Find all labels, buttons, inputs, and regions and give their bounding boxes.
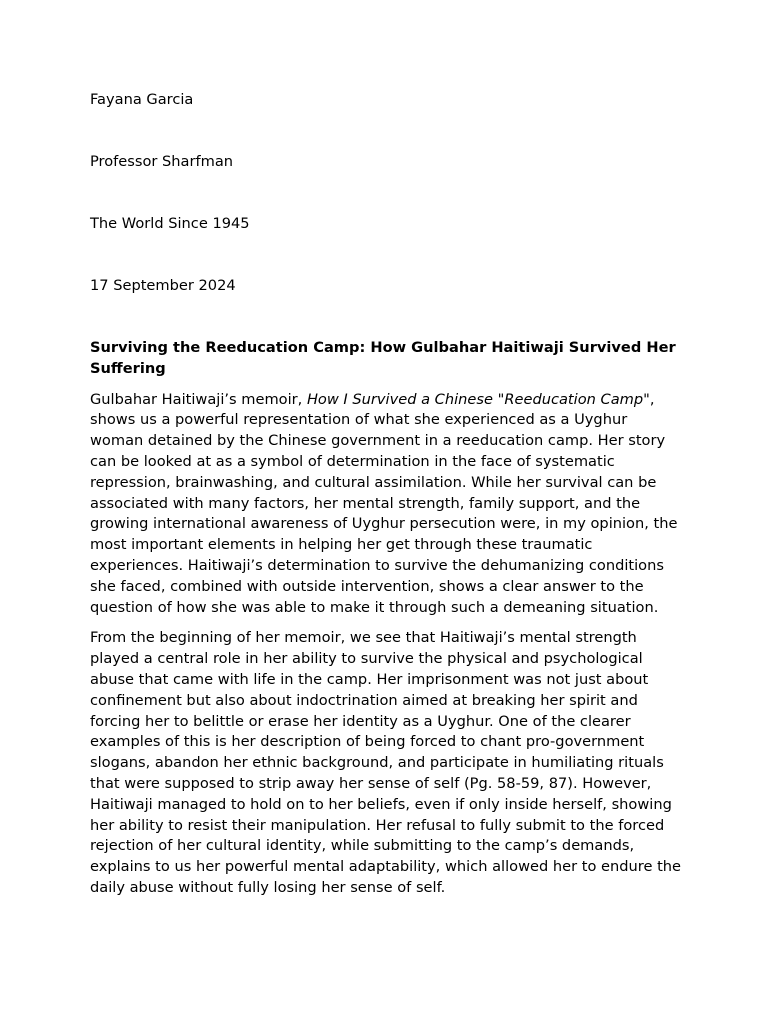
course-name: The World Since 1945	[90, 215, 250, 232]
document-page	[90, 90, 682, 909]
paragraph-1-intro: Gulbahar Haitiwaji’s memoir,	[90, 390, 307, 408]
book-title-quote-open: "	[492, 390, 505, 408]
essay-title: Surviving the Reeducation Camp: How Gulbahar Haitiwaji Survived Her Suffering	[90, 339, 676, 377]
book-title-part-1: How I Survived a Chinese	[306, 390, 493, 408]
book-title-part-2: Reeducation Camp	[504, 390, 644, 408]
paragraph-1	[90, 390, 682, 619]
essay-date: 17 September 2024	[90, 277, 236, 294]
paragraph-1-body: , shows us a powerful representation of what she experienced as a Uyghur woman detained by the Chinese government in a reeducation camp. Her story can be looked at as a symbol of determination in the face of systematic repression, brainwashing, and cultural assimilation. While her survival can be associated with many factors, her mental strength, family support, and the growing international awareness of Uyghur persecution were, in my opinion, the most important elements in helping her get through these traumatic experiences. Haitiwaji’s determination to survive the dehumanizing conditions she faced, combined with outside intervention, shows a clear answer to the question of how she was able to make it through such a demeaning situation.	[90, 390, 678, 616]
book-title-quote-close: "	[643, 390, 650, 408]
author-name: Fayana Garcia	[90, 91, 194, 108]
paragraph-2: From the beginning of her memoir, we see that Haitiwaji’s mental strength played a central role in her ability to survive the physical and psychological abuse that came with life in the camp. Her imprisonment was not just about confinement but also about indoctrination aimed at breaking her spirit and forcing her to belittle or erase her identity as a Uyghur. One of the clearer examples of this is her description of being forced to chant pro-government slogans, abandon her ethnic background, and participate in humiliating rituals that were supposed to strip away her sense of self (Pg. 58-59, 87). However, Haitiwaji managed to hold on to her beliefs, even if only inside herself, showing her ability to resist their manipulation. Her refusal to fully submit to the forced rejection of her cultural identity, while submitting to the camp’s demands, explains to us her powerful mental adaptability, which allowed her to endure the daily abuse without fully losing her sense of self.	[90, 629, 682, 896]
professor-name: Professor Sharfman	[90, 153, 234, 170]
